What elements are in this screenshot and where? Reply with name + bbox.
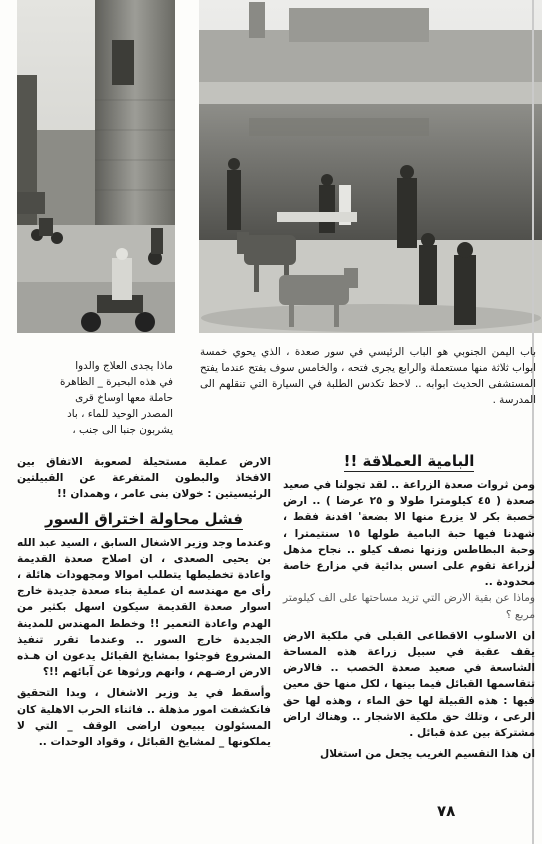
photo-caption-left-line: يشربون جنبا الى جنب ،	[72, 424, 173, 436]
photo-caption-left-line: في هذه البحيرة _ الظاهرة	[59, 376, 173, 388]
article-paragraph: ان هذا التقسيم الغريب يجعل من استغلال	[320, 748, 535, 761]
photo-caption-right	[200, 344, 536, 408]
article-column-right	[283, 450, 535, 762]
photo-caption-left-line: حاملة معها اوساخ قرى	[75, 392, 173, 404]
photo-caption-left-line: المصدر الوحيد للماء ، باد	[67, 408, 173, 420]
article-column-left	[17, 454, 271, 750]
photo-caption-left	[8, 358, 173, 438]
article-paragraph: ومن ثروات صعدة الزراعة .. لقد تجولنا في صعيد صعدة ( ٤٥ كيلومترا طولا و ٢٥ عرضا ) .. ارض خصبة بكر لا يزرع منها الا بضعة' افدنة فقط ، شهدنا فيها حبة البامية طولها ١٥ سنتيمترا ، وحبة البطاطس وزنها نصف كيلو .. نجاح مذهل لزراعة تقوم على اسس بدائية في مزارع خاصة محدودة ..	[283, 479, 535, 589]
section-heading: فشل محاولة اختراق السور	[45, 509, 243, 528]
photo-tower-motorcycles	[17, 0, 175, 333]
photo-lake-donkeys-image	[199, 0, 542, 333]
photo-lake-donkeys	[199, 0, 542, 333]
article-paragraph: ان الاسلوب الاقطاعى القبلى في ملكية الارض يقف عقبة في سبيل زراعة هذه المساحة الشاسعة في صعيد صعدة الخصب .. فالارض تتقاسمها القبائل فيما بينها ، لكل منها حق معين فيها : هذه القبيلة لها حق الماء ، وهذه لها حق الرعى ، وتلك حق ملكية الاشجار .. وهناك اراض مشتركة بين عدة قبائل .	[283, 629, 535, 740]
page-number: ٧٨	[437, 802, 456, 820]
article-paragraph: الارض عملية مستحيلة لصعوبة الاتفاق بين الافخاذ والبطون المتفرعة عن القبيلتين الرئيسيتين : خولان بنى عامر ، وهمدان !!	[17, 456, 271, 501]
article-paragraph: وأسقط في يد وزير الاشغال ، وبدا التحقيق فانكشفت امور مذهلة .. فاثناء الحرب الاهلية كان المسئولون يبيعون اراضى الوقف _ التي لا يملكونها _ لمشايخ القبائل ، وقواد الوحدات ..	[17, 687, 271, 749]
photo-caption-right-text: باب اليمن الجنوبي هو الباب الرئيسي في سور صعدة ، الذي يحوي خمسة ابواب ثلاثة منها مستعملة والرابع يجرى فتحه ، والخامس سوف يفتح عندما يفتح المستشفى الحديث ابوابه .. لاحظ تكدس الطلبة في السيارة التي تنقلهم الى المدرسة .	[200, 346, 536, 406]
article-question: وماذا عن بقية الارض التي تزيد مساحتها على الف كيلومتر مربع ؟	[283, 592, 535, 621]
article-paragraph: وعندما وجد وزير الاشغال السابق ، السيد عبد الله بن يحيى الصعدى ، ان اصلاح صعدة القديمة واعادة تخطيطها يتطلب اموالا ومجهودات هائلة ، رأى مع مهندسه ان عملية بناء صعدة جديدة خارج اسوار صعدة القديمة سيكون اسهل بكثير من الهدم واعادة التعمير !! وخطط المهندس للمدينة الجديدة خارج السور .. وعندما تقرر تنفيذ المشروع فوجئوا بمشايخ القبائل يدعون ان هـذه الارض ارضـهم ، وانهم ورثوها عن آبائهم !!؟	[17, 536, 271, 679]
photo-tower-motorcycles-image	[17, 0, 175, 333]
section-heading: البامية العملاقة !!	[343, 452, 475, 470]
photo-caption-left-line: ماذا يجدى العلاج والدوا	[75, 360, 173, 372]
